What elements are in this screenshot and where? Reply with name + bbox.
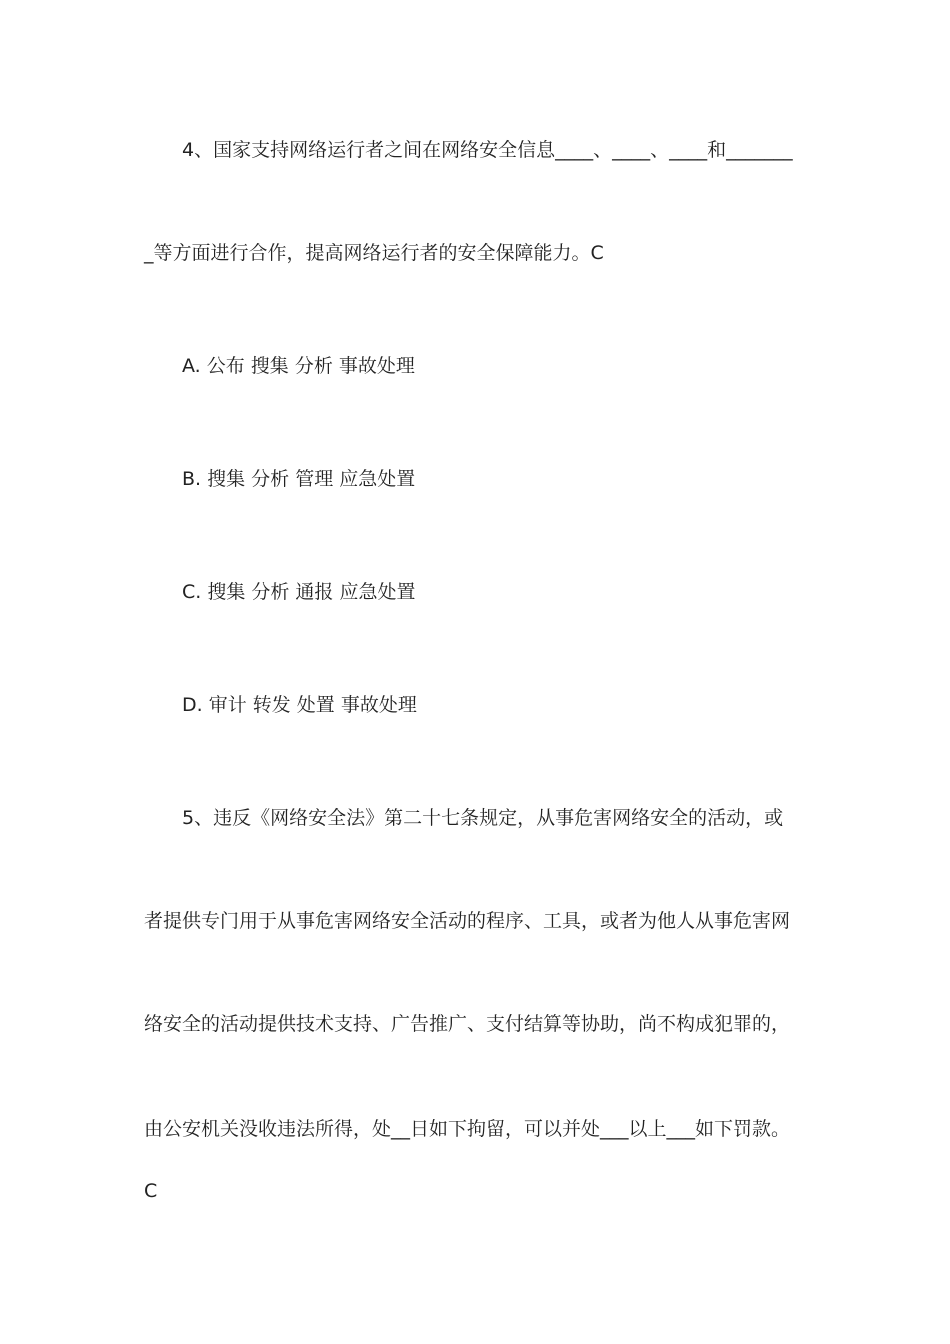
- question-4-option-a: A. 公布 搜集 分析 事故处理: [182, 355, 415, 377]
- question-4-option-b: B. 搜集 分析 管理 应急处置: [182, 468, 416, 490]
- question-4-text-line-1: 4、国家支持网络运行者之间在网络安全信息____、____、____和_______: [182, 139, 793, 161]
- question-4-option-c: C. 搜集 分析 通报 应急处置: [182, 581, 416, 603]
- question-5-text-line-2: 者提供专门用于从事危害网络安全活动的程序、工具，或者为他人从事危害网: [144, 910, 791, 932]
- question-5-text-line-1: 5、违反《网络安全法》第二十七条规定，从事危害网络安全的活动，或: [182, 807, 784, 829]
- question-4-option-d: D. 审计 转发 处置 事故处理: [182, 694, 417, 716]
- question-4-text-line-2: _等方面进行合作，提高网络运行者的安全保障能力。C: [144, 242, 604, 264]
- question-5-text-line-4: 由公安机关没收违法所得，处__日如下拘留，可以并处___以上___如下罚款。: [144, 1118, 791, 1140]
- question-5-text-line-3: 络安全的活动提供技术支持、广告推广、支付结算等协助，尚不构成犯罪的，: [144, 1013, 791, 1035]
- question-5-answer: C: [144, 1180, 158, 1202]
